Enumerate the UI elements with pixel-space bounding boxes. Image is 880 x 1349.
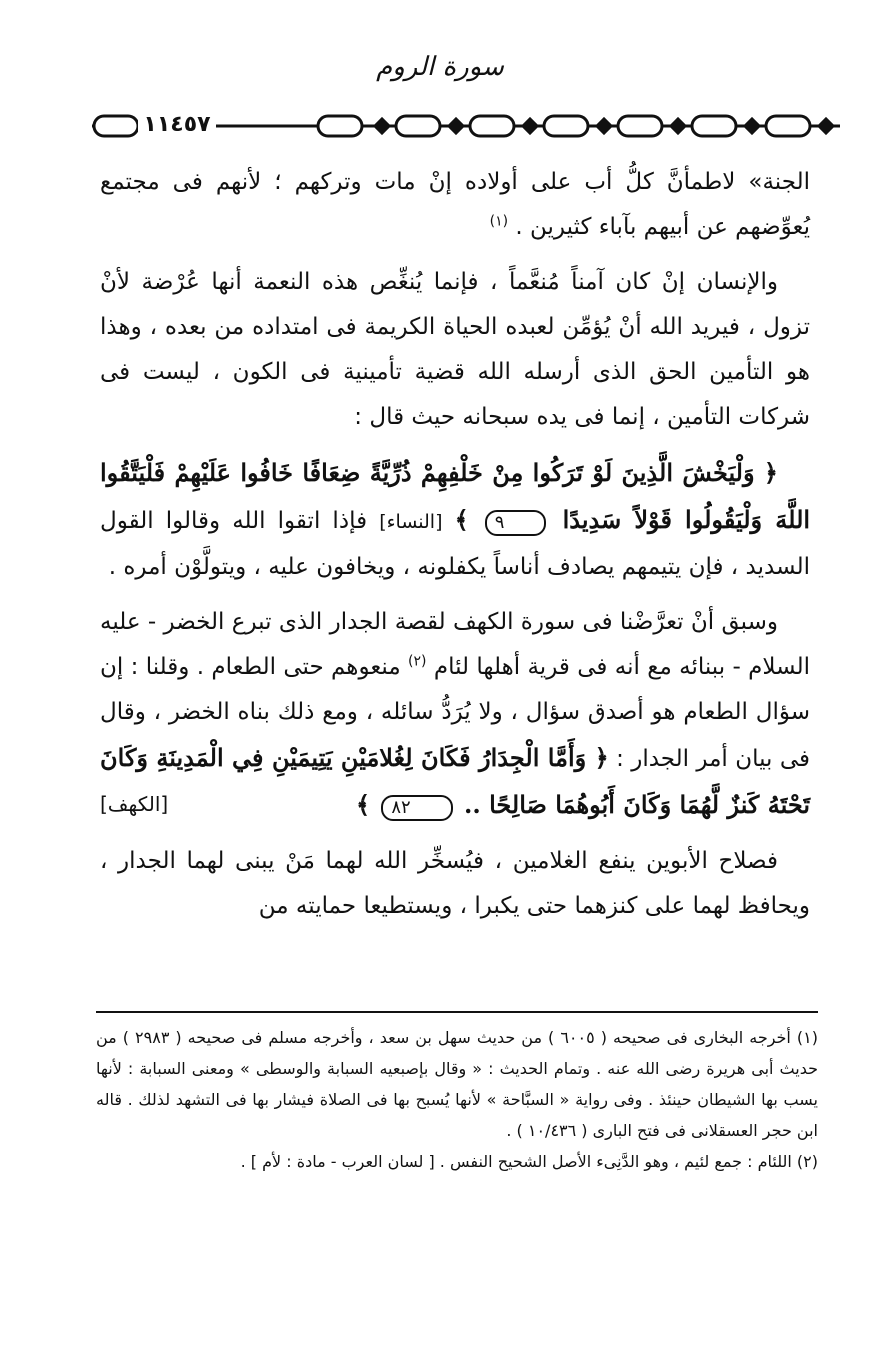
- quran-bracket: ﴾: [454, 505, 469, 534]
- main-text: [100, 160, 810, 939]
- surah-title: سورة الروم: [376, 52, 504, 82]
- footnote: (١) أخرجه البخارى فى صحيحه ( ٦٠٠٥ ) من حديث سهل بن سعد ، وأخرجه مسلم فى صحيحه ( ٢٩٨٣ ) من حديث أبى هريرة رضى الله عنه . وتمام الحديث : « وقال بإصبعيه السبابة والوسطى » ومعنى السبابة : لأنها يسب بها الشيطان حينئذ . وفى رواية « السبَّاحة » لأنها يُسبح بها فى الصلاة فيشار بها فى التشهد لذلك . قاله ابن حجر العسقلانى فى فتح البارى ( ١٠/٤٣٦ ) .: [96, 1028, 818, 1140]
- footnote-ref: (١): [489, 213, 509, 230]
- ayah-number: ٨٢: [381, 795, 452, 821]
- quran-source: [النساء]: [379, 511, 443, 533]
- footnote-ref: (٢): [408, 653, 427, 670]
- page-number: ١١٤٥٧: [138, 110, 216, 140]
- quran-bracket: ﴾: [356, 790, 371, 819]
- paragraph: [100, 839, 810, 929]
- quran-source: [الكهف]: [100, 792, 169, 816]
- quran-verse: ﴿ وَلْيَخْشَ الَّذِينَ لَوْ تَرَكُوا مِنْ خَلْفِهِمْ ذُرِّيَّةً ضِعَافًا خَافُوا عَلَيْهِمْ فَلْيَتَّقُوا اللَّهَ وَلْيَقُولُوا قَوْلاً سَدِيدًا: [100, 458, 811, 534]
- ayah-number: ٩: [485, 510, 547, 536]
- paragraph-text: فصلاح الأبوين ينفع الغلامين ، فيُسخِّر الله لهما مَنْ يبنى لهما الجدار ، ويحافظ لهما على كنزهما حتى يكبرا ، ويستطيعا حمايته من: [100, 848, 810, 919]
- footnote: (٢) اللئام : جمع لئيم ، وهو الدَّنِىء الأصل الشحيح النفس . [ لسان العرب - مادة : لأم ] .: [240, 1152, 818, 1171]
- paragraph: [100, 450, 810, 590]
- paragraph: [100, 160, 810, 250]
- quran-verse: ﴿ وَأَمَّا الْجِدَارُ فَكَانَ لِغُلامَيْنِ يَتِيمَيْنِ فِي الْمَدِينَةِ وَكَانَ تَحْتَهُ كَنزٌ لَّهُمَا وَكَانَ أَبُوهُمَا صَالِحًا ..: [100, 743, 810, 819]
- paragraph-text: منعوهم حتى الطعام . وقلنا : إن سؤال الطعام هو أصدق سؤال ، ولا يُرَدُّ سائله ، ومع ذلك بناه الخضر ، وقال فى بيان أمر الجدار :: [100, 654, 810, 772]
- paragraph-text: والإنسان إنْ كان آمناً مُنعَّماً ، فإنما يُنغِّص هذه النعمة أنها عُرْضة لأنْ تزول ، فيريد الله أنْ يُؤمِّن لعبده الحياة الكريمة فى امتداده من بعده ، وهذا هو التأمين الحق الذى أرسله الله قضية تأمينية فى الكون ، ليست فى شركات التأمين ، إنما فى يده سبحانه حيث قال :: [100, 269, 810, 430]
- paragraph-text: وسبق أنْ تعرَّضْنا فى سورة الكهف لقصة الجدار الذى تبرع الخضر - عليه السلام - ببنائه مع أنه فى قرية أهلها لئام: [100, 609, 810, 680]
- paragraph-text: الجنة» لاطمأنَّ كلُّ أب على أولاده إنْ مات وتركهم ؛ لأنهم فى مجتمع يُعوِّضهم عن أبيهم بآباء كثيرين .: [100, 169, 810, 240]
- paragraph-text: فإذا اتقوا الله وقالوا القول السديد ، فإن يتيمهم يصادف أناساً يكفلونه ، ويخافون عليه ، ويتولَّوْن أمره .: [100, 508, 810, 580]
- paragraph: [100, 260, 810, 440]
- footnote-divider: [96, 1011, 818, 1013]
- paragraph: [100, 600, 810, 829]
- footnotes: [96, 1022, 818, 1177]
